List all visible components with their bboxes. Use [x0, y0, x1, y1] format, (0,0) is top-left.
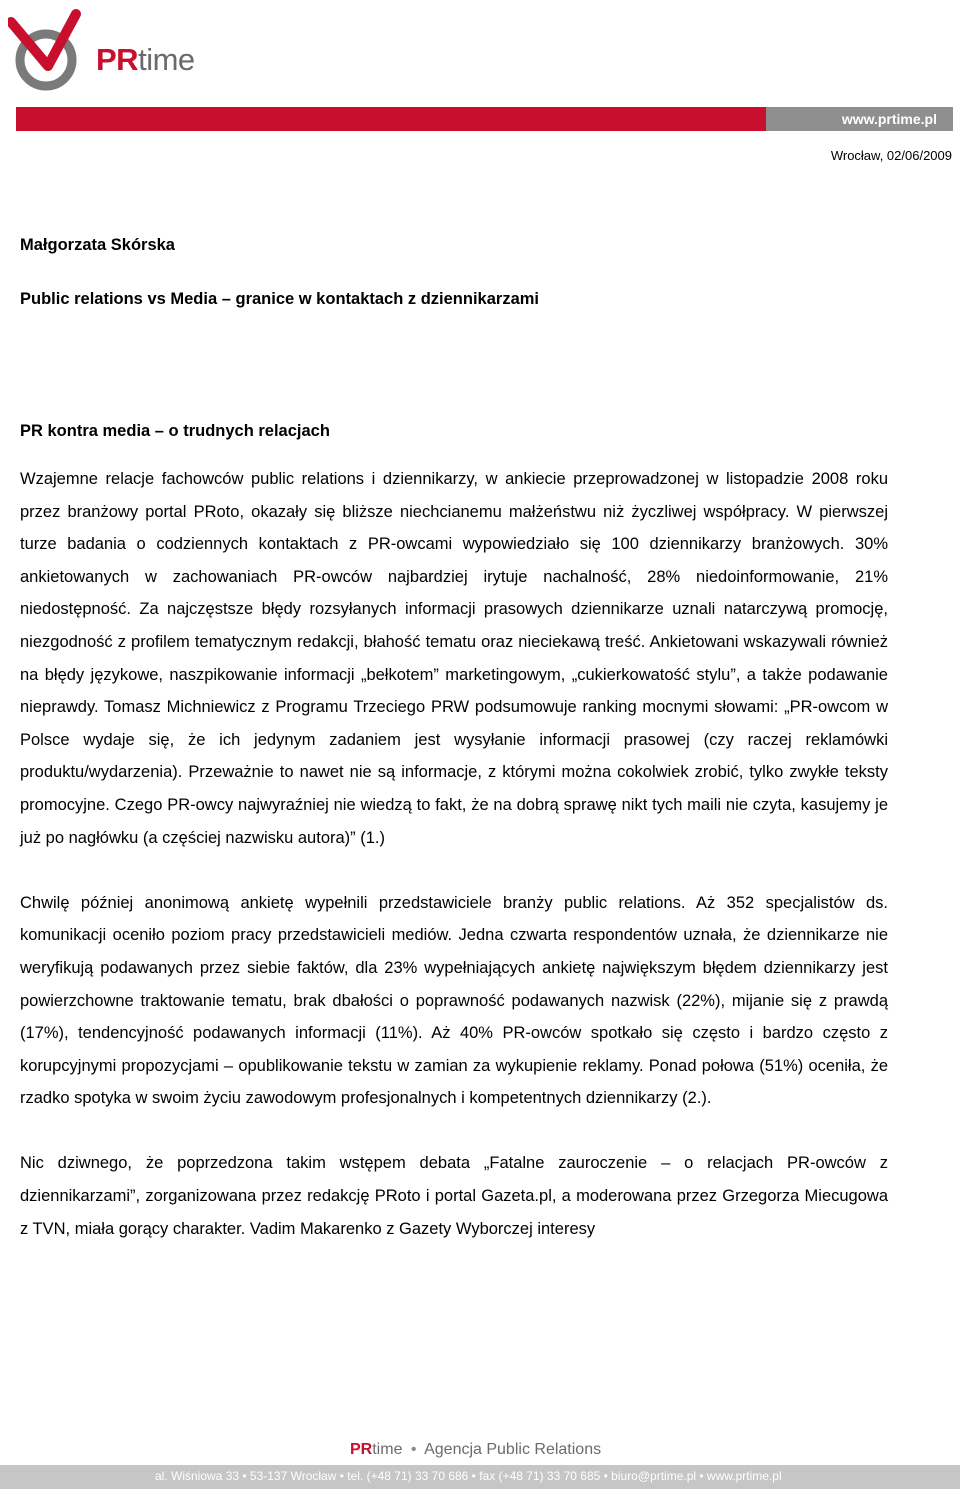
- paragraph: Chwilę później anonimową ankietę wypełnili przedstawiciele branży public relations. Aż 352 specjalistów ds. komunikacji oceniło poziom pracy przedstawicieli mediów. Jedna czwarta respondentów uznała, że dziennikarze nie weryfikują podawanych przez siebie faktów, dla 23% wypełniających ankietę największym błędem dziennikarzy jest powierzchowne traktowanie tematu, brak dbałości o poprawność podawanych nazwisk (22%), mijanie się z prawdą (17%), tendencyjność podawanych informacji (11%). Aż 40% PR-owców spotkało się często i bardzo często z korupcyjnymi propozycjami – opublikowanie tekstu w zamian za wykupienie reklamy. Ponad połowa (51%) oceniła, że rzadko spotyka w swoim życiu zawodowym profesjonalnych i kompetentnych dziennikarzy (2.).: [20, 893, 888, 1108]
- prtime-logo: [8, 4, 208, 94]
- logo-time: time: [138, 42, 195, 77]
- footer-pr: PR: [350, 1441, 373, 1458]
- logo-pr: PR: [96, 42, 139, 77]
- footer-separator: •: [410, 1441, 417, 1458]
- paragraph: Wzajemne relacje fachowców public relations i dziennikarzy, w ankiecie przeprowadzonej w listopadzie 2008 roku przez branżowy portal PRoto, okazały się bliższe niechcianemu małżeństwu niż życzliwej współpracy. W pierwszej turze badania o codziennych kontaktach z PR-owcami wypowiedziało się 100 dziennikarzy branżowych. 30% ankietowanych w zachowaniach PR-owców najbardziej irytuje nachalność, 28% niedoinformowanie, 21% niedostępność. Za najczęstsze błędy rozsyłanych informacji prasowych dziennikarze uznali natarczywą promocję, niezgodność z profilem tematycznym redakcji, błahość tematu oraz nieciekawą treść. Ankietowani wskazywali również na błędy językowe, naszpikowanie informacji „bełkotem” marketingowym, „cukierkowatość stylu”, a także podawanie nieprawdy. Tomasz Michniewicz z Programu Trzeciego PRW podsumowuje ranking mocnymi słowami: „PR-owcom w Polsce wydaje się, że ich jedynym zadaniem jest wysyłanie informacji prasowej (czy raczej reklamówki produktu/wydarzenia). Przeważnie to nawet nie są informacje, z którymi można cokolwiek zrobić, tylko zwykłe teksty promocyjne. Czego PR-owcy najwyraźniej nie wiedzą to fakt, że na dobrą sprawę nikt tych maili nie czyta, kasujemy je już po nagłówku (a częściej nazwisku autora)” (1.): [20, 470, 888, 847]
- footer-agency: Agencja Public Relations: [424, 1441, 602, 1458]
- footer-brand: [350, 1441, 601, 1459]
- document-date: Wrocław, 02/06/2009: [830, 148, 952, 163]
- logo-wordmark: [96, 44, 195, 75]
- site-url-link[interactable]: www.prtime.pl: [841, 111, 937, 127]
- paragraph: Nic dziwnego, że poprzedzona takim wstępem debata „Fatalne zauroczenie – o relacjach PR-owców z dziennikarzami”, zorganizowana przez redakcję PRoto i portal Gazeta.pl, a moderowana przez Grzegorza Miecugowa z TVN, miała gorący charakter. Vadim Makarenko z Gazety Wyborczej interesy: [20, 1154, 888, 1238]
- article-subtitle: PR kontra media – o trudnych relacjach: [20, 422, 330, 440]
- article-body: [20, 463, 888, 1245]
- author-name: Małgorzata Skórska: [20, 236, 175, 254]
- article-title: Public relations vs Media – granice w kontaktach z dziennikarzami: [20, 290, 540, 308]
- footer-time: time: [372, 1441, 403, 1458]
- header-bar: [16, 107, 953, 131]
- footer-contact: al. Wiśniowa 33 • 53-137 Wrocław • tel. (+48 71) 33 70 686 • fax (+48 71) 33 70 685 • biuro@prtime.pl • www.prtime.pl: [155, 1469, 782, 1483]
